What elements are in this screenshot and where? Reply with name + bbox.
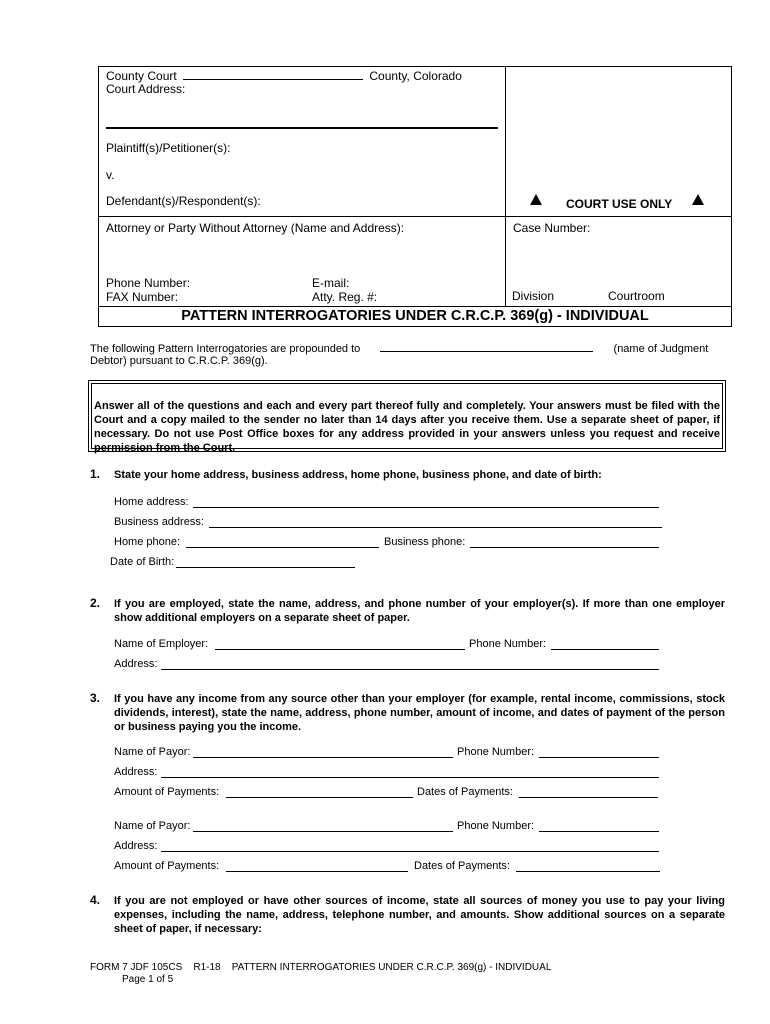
payor-address-field[interactable] <box>161 777 659 778</box>
amount-of-payments-label: Amount of Payments: <box>114 860 220 872</box>
county-court-line <box>106 68 462 83</box>
home-address-label: Home address: <box>114 496 189 508</box>
court-address-field[interactable] <box>106 127 498 129</box>
q4-number: 4. <box>90 893 101 907</box>
county-court-label: County Court <box>106 69 177 83</box>
dates-of-payments-label: Dates of Payments: <box>414 860 510 872</box>
amount-of-payments-field[interactable] <box>226 797 413 798</box>
footer-form-id: FORM 7 JDF 105CS R1-18 PATTERN INTERROGATORIES UNDER C.R.C.P. 369(g) - INDIVIDUAL <box>90 962 552 973</box>
payor-address-label: Address: <box>114 766 158 778</box>
defendant-label: Defendant(s)/Respondent(s): <box>106 194 261 208</box>
fax-number-label: FAX Number: <box>106 290 179 304</box>
phone-number-label: Phone Number: <box>106 276 191 290</box>
judgment-debtor-name-field[interactable] <box>380 340 593 352</box>
payor-name-label: Name of Payor: <box>114 820 191 832</box>
employer-address-label: Address: <box>114 658 158 670</box>
payor-name-field[interactable] <box>193 831 453 832</box>
home-phone-field[interactable] <box>186 547 379 548</box>
q2-number: 2. <box>90 596 101 610</box>
business-phone-label: Business phone: <box>384 536 466 548</box>
payor-phone-field[interactable] <box>539 831 659 832</box>
email-label: E-mail: <box>312 276 350 290</box>
dates-of-payments-field[interactable] <box>519 797 658 798</box>
payor-name-field[interactable] <box>193 757 453 758</box>
date-of-birth-field[interactable] <box>176 567 355 568</box>
payor-phone-label: Phone Number: <box>457 746 535 758</box>
case-number-label: Case Number: <box>513 221 591 235</box>
q4-text: If you are not employed or have other sources of income, state all sources of money you use to pay your living expenses, including the name, address, telephone number, and amounts. Show additional sources on a separate sheet of paper, if necessary: <box>114 895 725 935</box>
q1-number: 1. <box>90 467 101 481</box>
date-of-birth-label: Date of Birth: <box>110 556 175 568</box>
name-of-employer-label: Name of Employer: <box>114 638 209 650</box>
court-address-label: Court Address: <box>106 82 186 96</box>
instructions-text: Answer all of the questions and each and every part thereof fully and completely. Your answers must be filed with the Court and a copy mailed to the sender no later than 14 days after you receive them. Use a separate sheet of paper, if necessary. Do not use Post Office boxes for any address provided in your answers unless you request and receive permission from the Court. <box>94 400 720 454</box>
dates-of-payments-label: Dates of Payments: <box>417 786 513 798</box>
footer-page-number: Page 1 of 5 <box>122 974 174 985</box>
arrow-up-icon <box>692 194 704 205</box>
arrow-up-icon <box>530 194 542 205</box>
payor-phone-field[interactable] <box>539 757 659 758</box>
plaintiff-label: Plaintiff(s)/Petitioner(s): <box>106 141 231 155</box>
employer-name-field[interactable] <box>215 649 465 650</box>
intro-text-2: (name of Judgment <box>613 343 709 355</box>
payor-address-label: Address: <box>114 840 158 852</box>
business-address-label: Business address: <box>114 516 204 528</box>
dates-of-payments-field[interactable] <box>516 871 660 872</box>
courtroom-label: Courtroom <box>608 289 665 303</box>
intro-text-1: The following Pattern Interrogatories are propounded to <box>90 343 361 355</box>
versus-label: v. <box>106 168 115 182</box>
home-address-field[interactable] <box>193 507 659 508</box>
amount-of-payments-field[interactable] <box>226 871 408 872</box>
county-field[interactable] <box>183 68 363 80</box>
division-label: Division <box>512 289 555 303</box>
business-phone-field[interactable] <box>470 547 659 548</box>
payor-name-label: Name of Payor: <box>114 746 191 758</box>
business-address-field[interactable] <box>209 527 662 528</box>
employer-phone-label: Phone Number: <box>469 638 547 650</box>
employer-phone-field[interactable] <box>551 649 659 650</box>
instructions-box <box>88 380 726 452</box>
form-title: PATTERN INTERROGATORIES UNDER C.R.C.P. 369(g) - INDIVIDUAL <box>181 308 649 324</box>
employer-address-field[interactable] <box>161 669 659 670</box>
payor-phone-label: Phone Number: <box>457 820 535 832</box>
court-use-only-label: COURT USE ONLY <box>566 197 673 211</box>
home-phone-label: Home phone: <box>114 536 181 548</box>
q2-text: If you are employed, state the name, address, and phone number of your employer(s). If more than one employer show additional employers on a separate sheet of paper. <box>114 598 725 624</box>
caption-divider-vertical <box>505 66 506 307</box>
q3-number: 3. <box>90 691 101 705</box>
intro-text-3: Debtor) pursuant to C.R.C.P. 369(g). <box>90 355 268 367</box>
caption-divider-1 <box>98 216 732 217</box>
amount-of-payments-label: Amount of Payments: <box>114 786 220 798</box>
attorney-label: Attorney or Party Without Attorney (Name and Address): <box>106 221 405 235</box>
q1-text: State your home address, business address, home phone, business phone, and date of birth: <box>114 469 602 481</box>
payor-address-field[interactable] <box>161 851 659 852</box>
county-colorado-label: County, Colorado <box>369 69 462 83</box>
atty-reg-label: Atty. Reg. #: <box>312 290 378 304</box>
q3-text: If you have any income from any source other than your employer (for example, rental income, commissions, stock dividends, interest), state the name, address, phone number, amount of income, and dates of payment of the person or business paying you the income. <box>114 693 725 733</box>
